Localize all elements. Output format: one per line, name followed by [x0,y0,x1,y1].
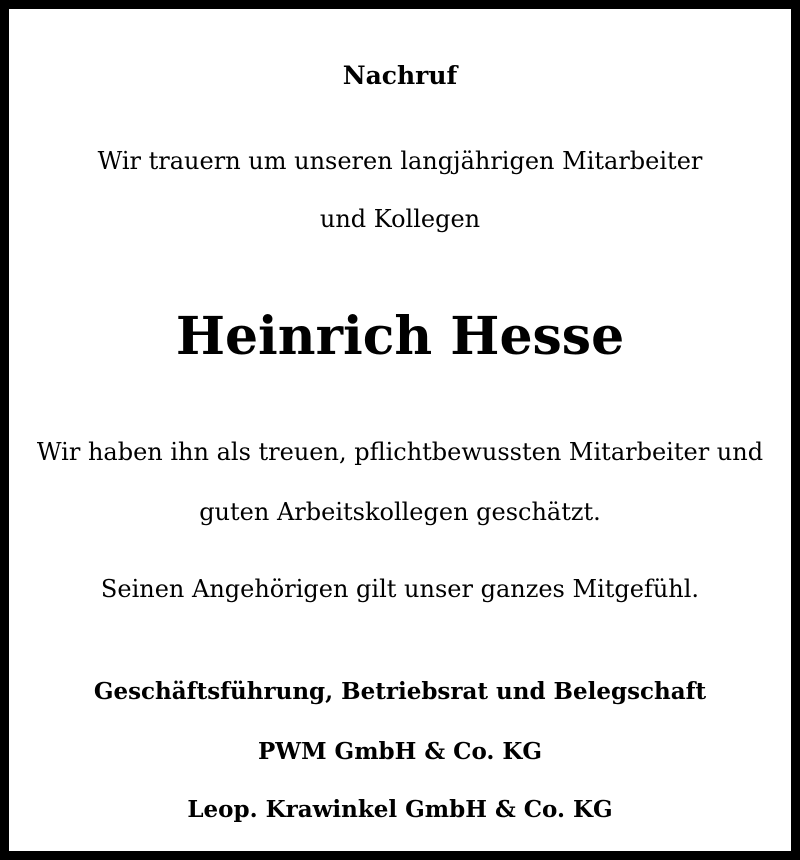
intro-line-2: und Kollegen [319,205,481,233]
body-line-3: Seinen Angehörigen gilt unser ganzes Mitgefühl. [100,575,700,603]
body-line-2: guten Arbeitskollegen geschätzt. [199,498,601,526]
signature-line-1: Geschäftsführung, Betriebsrat und Belegschaft [93,678,707,705]
signature-line-3: Leop. Krawinkel GmbH & Co. KG [187,796,613,823]
deceased-name: Heinrich Hesse [175,306,625,367]
body-line-1: Wir haben ihn als treuen, pflichtbewussten Mitarbeiter und [36,438,764,466]
signature-line-2: PWM GmbH & Co. KG [257,738,543,765]
intro-line-1: Wir trauern um unseren langjährigen Mitarbeiter [97,147,703,175]
notice-heading: Nachruf [342,61,458,90]
